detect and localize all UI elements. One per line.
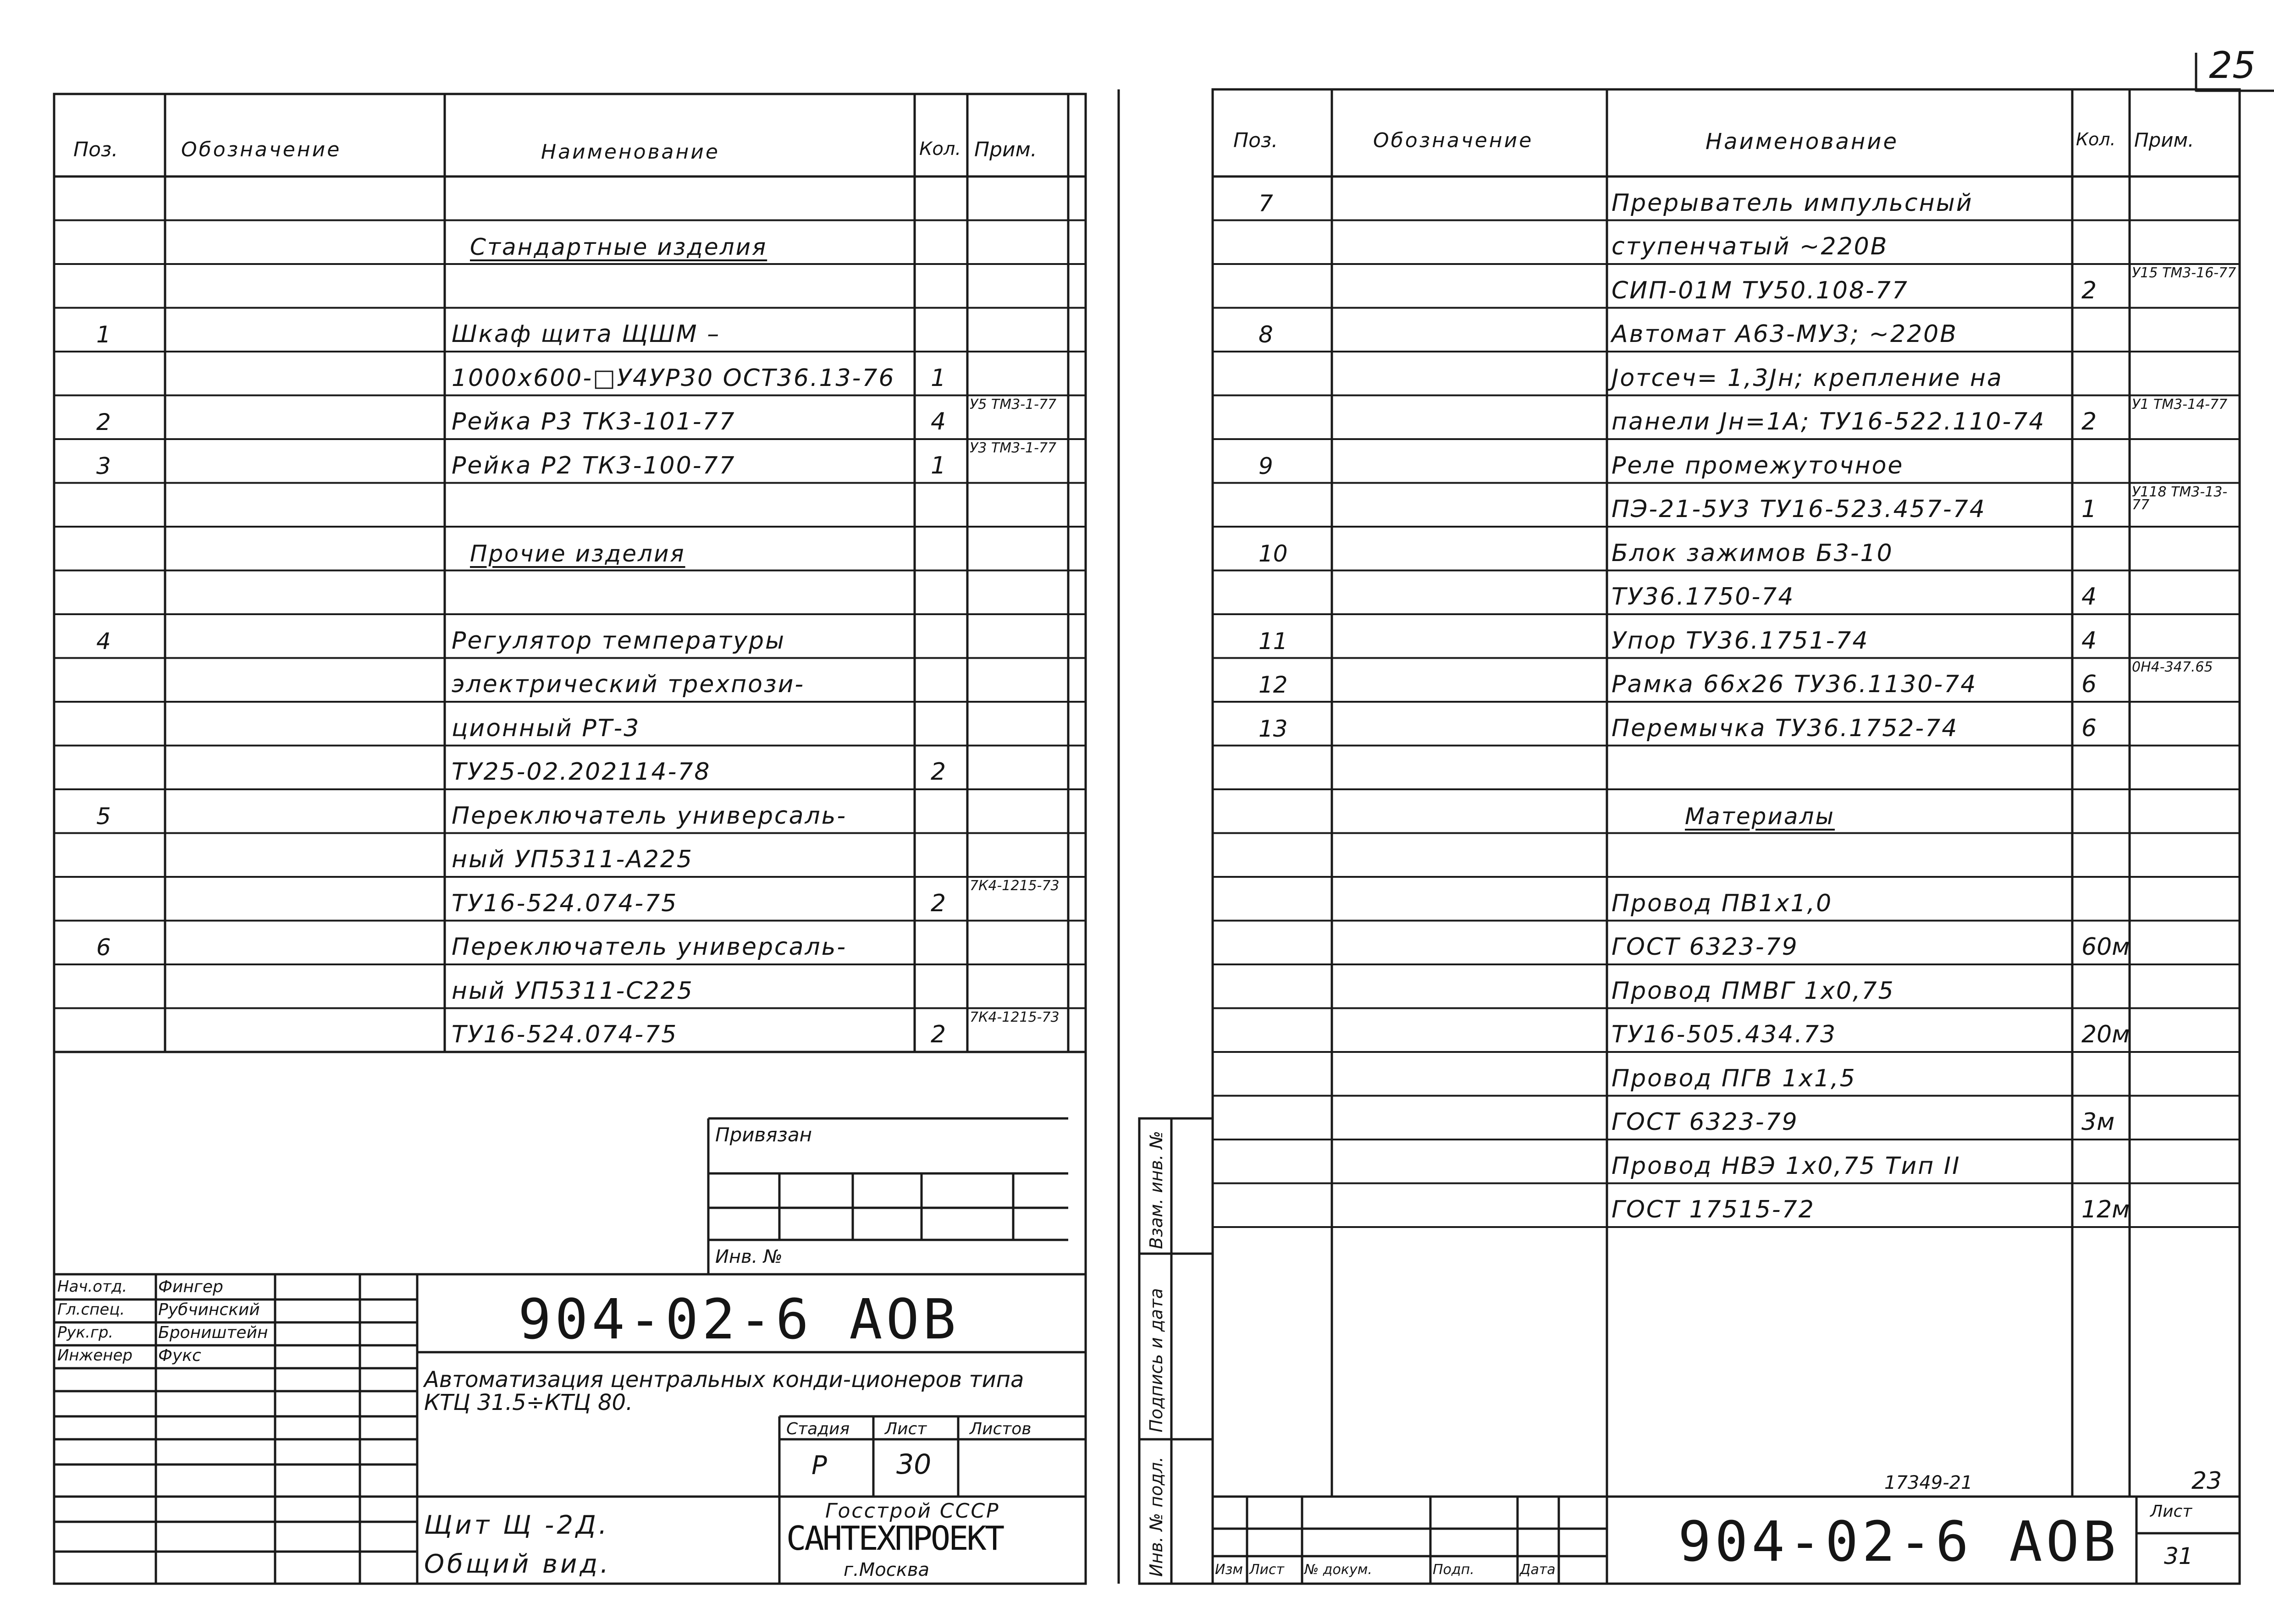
inv-no-label: Инв. № [715, 1246, 783, 1267]
row-name: ТУ16-524.074-75 [452, 1021, 678, 1048]
row-qty: 2 [2081, 276, 2097, 304]
row-name: ГОСТ 6323-79 [1612, 933, 1799, 961]
row-name: ГОСТ 6323-79 [1612, 1108, 1799, 1136]
row-note: 0Н4-347.65 [2132, 659, 2213, 675]
row-name: ТУ36.1750-74 [1612, 583, 1795, 611]
sheet-label: Лист [885, 1420, 927, 1438]
row-qty: 20м [2081, 1021, 2130, 1048]
row-name: СИП-01М ТУ50.108-77 [1612, 276, 1909, 304]
row-name: Перемычка ТУ36.1752-74 [1612, 714, 1959, 742]
row-name: Рейка Р2 ТК3-100-77 [452, 451, 736, 479]
row-name: электрический трехпози- [452, 671, 805, 698]
row-name: Реле промежуточное [1612, 451, 1904, 479]
left-header-name: Наименование [541, 140, 720, 164]
row-qty: 4 [2081, 583, 2097, 611]
right-header-designation: Обозначение [1373, 129, 1534, 152]
row-pos: 1 [96, 321, 111, 348]
row-qty: 1 [931, 451, 946, 479]
row-name: ступенчатый ~220В [1612, 233, 1888, 260]
row-pos: 4 [96, 628, 111, 655]
row-name: ТУ16-505.434.73 [1612, 1021, 1837, 1048]
row-pos: 7 [1258, 190, 1273, 217]
signer-role: Рук.гр. [57, 1323, 114, 1342]
signer-name: Броништейн [158, 1323, 268, 1342]
row-name: Jотсеч= 1,3Jн; крепление на [1612, 364, 2003, 392]
revision-col-label: Подп. [1433, 1562, 1474, 1578]
right-header-note: Прим. [2134, 129, 2194, 151]
inv-podl-label: Инв. № подл. [1146, 1456, 1166, 1577]
row-name: ТУ16-524.074-75 [452, 889, 678, 917]
row-note: У5 ТМ3-1-77 [970, 396, 1057, 413]
row-pos: 9 [1258, 452, 1273, 479]
right-list-value: 31 [2164, 1543, 2193, 1569]
org-line1: Госстрой СССР [825, 1499, 1000, 1523]
org-line3: г.Москва [844, 1559, 929, 1580]
signer-name: Фингер [158, 1277, 223, 1296]
row-name: Провод ПГВ 1x1,5 [1612, 1064, 1856, 1092]
row-qty: 3м [2081, 1108, 2115, 1136]
left-doc-code: 904-02-6 АОВ [518, 1288, 960, 1352]
row-name: Прочие изделия [470, 540, 685, 567]
project-title: Автоматизация центральных конди-ционеров типа КТЦ 31.5÷КТЦ 80. [424, 1367, 1024, 1416]
revision-col-label: Дата [1520, 1562, 1556, 1578]
left-header-note: Прим. [974, 138, 1037, 161]
right-sheet-top: 23 [2191, 1467, 2222, 1495]
row-name: панели Jн=1А; ТУ16-522.110-74 [1612, 408, 2046, 435]
drawing-name-line2: Общий вид. [424, 1549, 611, 1579]
row-name: Автомат А63-МУ3; ~220В [1612, 320, 1958, 348]
revision-col-label: Изм [1215, 1562, 1243, 1578]
row-pos: 11 [1258, 628, 1288, 655]
row-qty: 12м [2081, 1196, 2130, 1223]
row-name: ПЭ-21-5У3 ТУ16-523.457-74 [1612, 495, 1986, 523]
podpis-data-label: Подпись и дата [1146, 1288, 1166, 1432]
org-line2: САНТЕХПРОЕКТ [786, 1519, 1003, 1558]
row-note: У1 ТМ3-14-77 [2132, 396, 2228, 413]
right-header-name: Наименование [1706, 129, 1899, 154]
row-name: Переключатель универсаль- [452, 933, 847, 961]
row-name: Провод ПВ1x1,0 [1612, 889, 1833, 917]
revision-col-label: Лист [1249, 1562, 1285, 1578]
right-header-pos: Поз. [1233, 129, 1278, 152]
row-pos: 6 [96, 934, 111, 961]
row-name: Рейка Р3 ТК3-101-77 [452, 408, 736, 435]
row-note: У118 ТМ3-13-77 [2132, 484, 2228, 513]
privyazan-label: Привязан [715, 1123, 812, 1146]
row-name: ционный РТ-3 [452, 714, 640, 742]
stage-label: Стадия [786, 1420, 850, 1438]
row-name: ный УП5311-А225 [452, 846, 694, 873]
left-header-pos: Поз. [73, 138, 118, 161]
right-doc-code: 904-02-6 АОВ [1678, 1510, 2119, 1574]
row-name: 1000x600-□У4УР30 ОСТ36.13-76 [452, 364, 895, 392]
row-name: Упор ТУ36.1751-74 [1612, 627, 1869, 655]
sheets-label: Листов [970, 1420, 1032, 1438]
row-qty: 2 [931, 758, 946, 786]
row-name: ГОСТ 17515-72 [1612, 1196, 1815, 1223]
page-number: 25 [2209, 44, 2256, 87]
archive-number: 17349-21 [1884, 1472, 1973, 1493]
row-name: Переключатель универсаль- [452, 802, 847, 830]
row-pos: 2 [96, 409, 111, 435]
right-list-label: Лист [2150, 1502, 2192, 1521]
signer-role: Инженер [57, 1346, 132, 1365]
vzam-inv-label: Взам. инв. № [1146, 1130, 1166, 1249]
row-pos: 3 [96, 452, 111, 479]
drawing-name-line1: Щит Щ -2Д. [424, 1510, 610, 1540]
row-name: Блок зажимов Б3-10 [1612, 539, 1893, 567]
row-note: У3 ТМ3-1-77 [970, 440, 1057, 456]
row-qty: 4 [2081, 627, 2097, 655]
row-qty: 4 [931, 408, 946, 435]
row-name: Прерыватель импульсный [1612, 189, 1973, 217]
right-header-qty: Кол. [2076, 129, 2116, 149]
row-name: Шкаф щита ЩШМ – [452, 320, 721, 348]
row-name: Регулятор температуры [452, 627, 786, 655]
row-qty: 2 [931, 889, 946, 917]
row-qty: 6 [2081, 714, 2097, 742]
row-qty: 1 [931, 364, 946, 392]
row-pos: 12 [1258, 672, 1288, 698]
row-name: Материалы [1685, 803, 1835, 830]
row-name: Провод ПМВГ 1x0,75 [1612, 977, 1895, 1005]
revision-col-label: № докум. [1304, 1562, 1372, 1578]
row-name: Рамка 66x26 ТУ36.1130-74 [1612, 671, 1977, 698]
row-qty: 60м [2081, 933, 2130, 961]
row-name: ный УП5311-С225 [452, 977, 694, 1005]
row-pos: 13 [1258, 715, 1288, 742]
signer-role: Гл.спец. [57, 1300, 125, 1319]
signer-name: Фукс [158, 1346, 201, 1365]
left-header-designation: Обозначение [181, 138, 342, 161]
row-note: 7К4-1215-73 [970, 1009, 1060, 1025]
row-pos: 10 [1258, 540, 1288, 567]
row-name: ТУ25-02.202114-78 [452, 758, 711, 786]
sheet-value: 30 [896, 1448, 932, 1481]
row-name: Стандартные изделия [470, 234, 767, 260]
row-note: 7К4-1215-73 [970, 878, 1060, 894]
row-qty: 6 [2081, 671, 2097, 698]
signer-role: Нач.отд. [57, 1277, 127, 1296]
row-pos: 5 [96, 803, 111, 830]
row-qty: 1 [2081, 495, 2097, 523]
stage-value: Р [811, 1451, 827, 1481]
row-qty: 2 [2081, 408, 2097, 435]
row-pos: 8 [1258, 321, 1273, 348]
left-header-qty: Кол. [919, 138, 961, 160]
row-qty: 2 [931, 1021, 946, 1048]
signer-name: Рубчинский [158, 1300, 260, 1319]
row-name: Провод НВЭ 1x0,75 Тип II [1612, 1152, 1961, 1180]
row-note: У15 ТМ3-16-77 [2132, 265, 2236, 281]
